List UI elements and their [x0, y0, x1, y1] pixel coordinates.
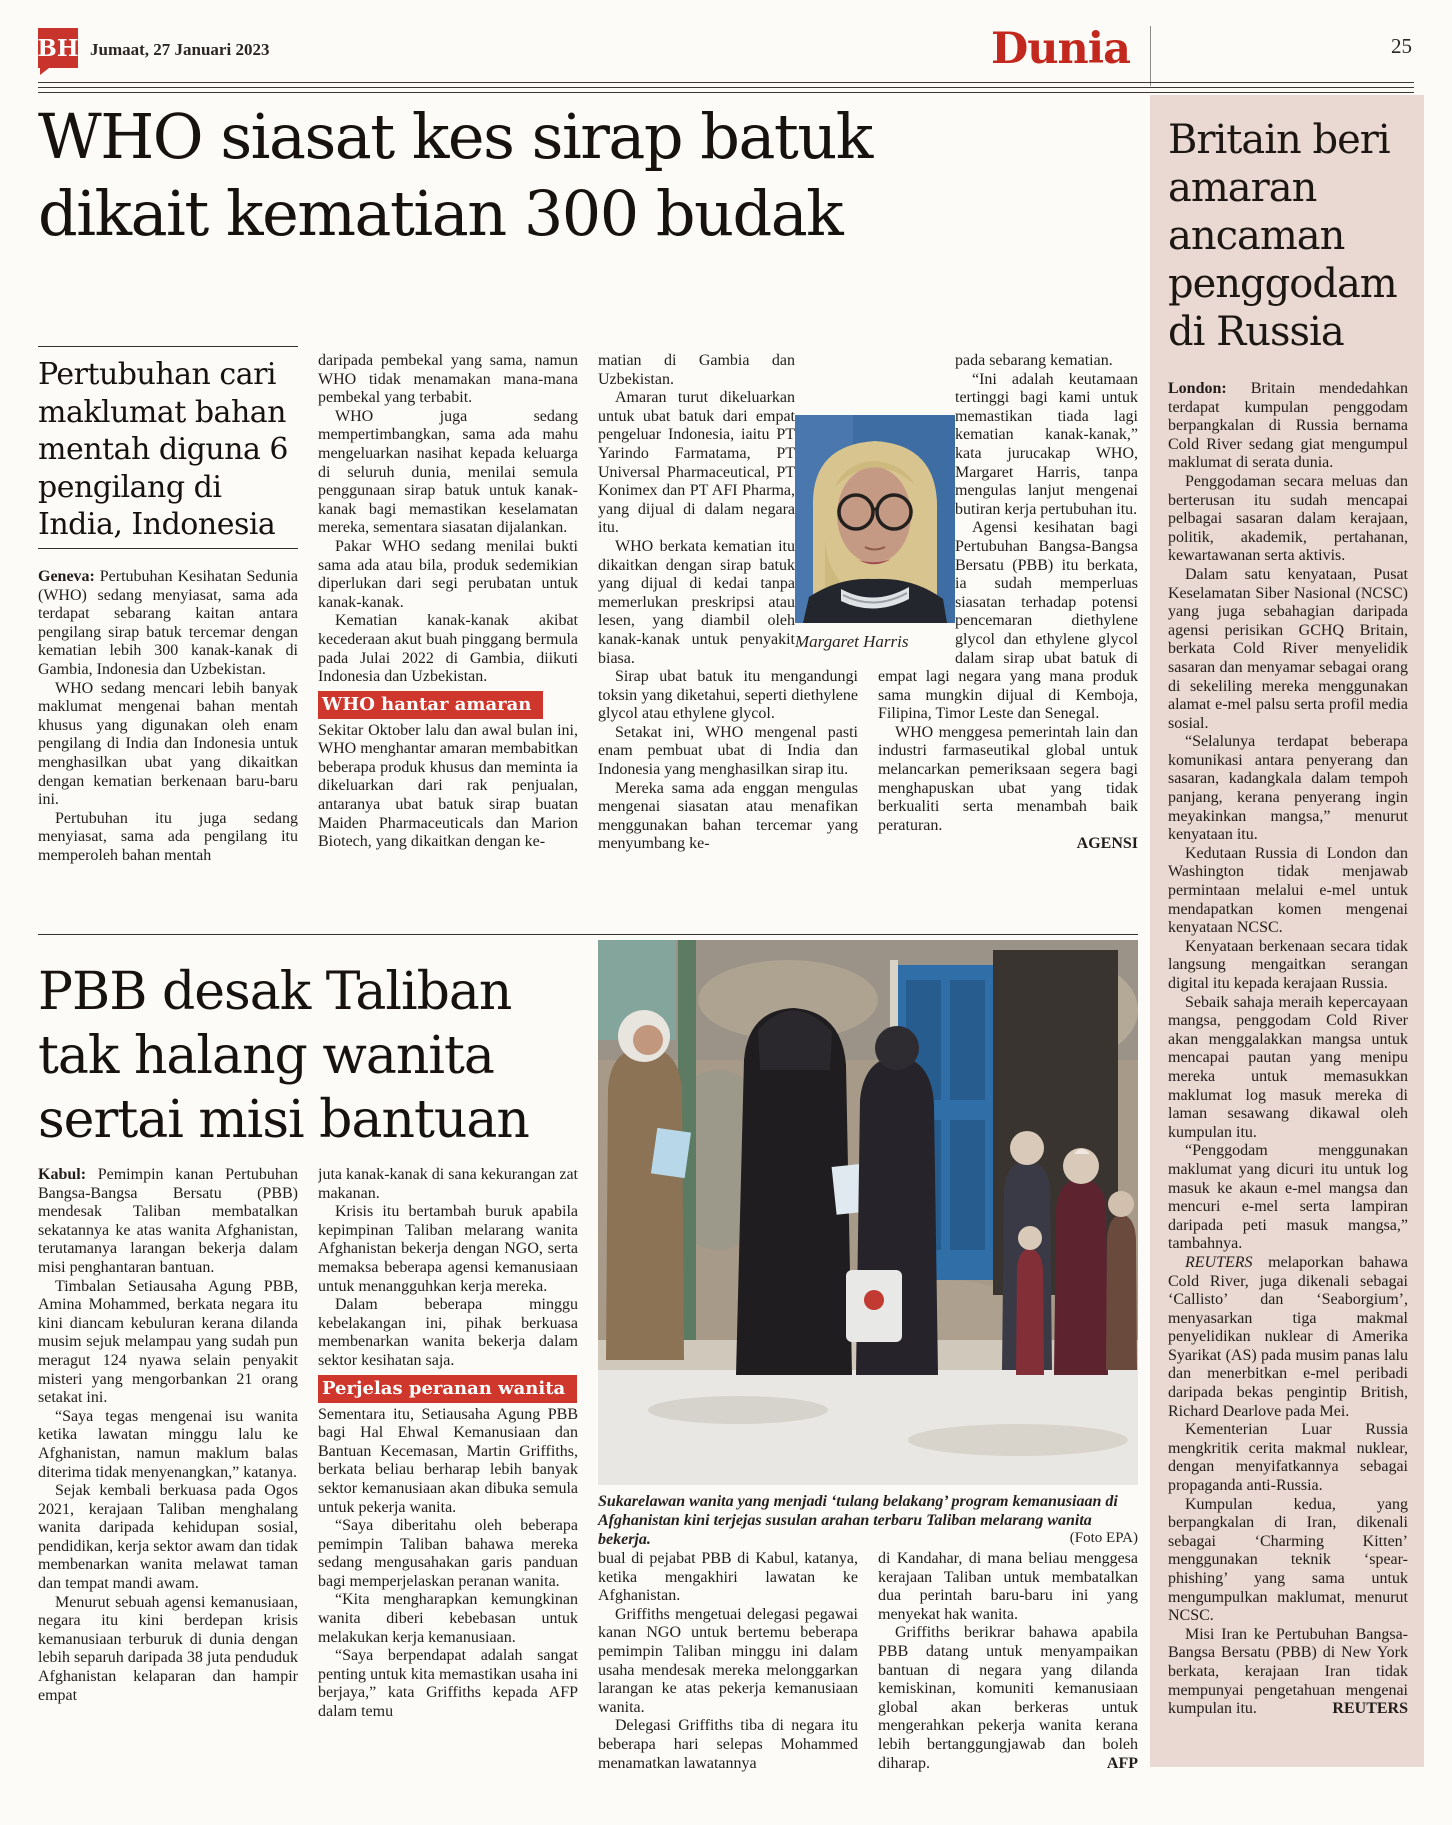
agency-signoff: AGENSI	[1076, 835, 1138, 853]
paragraph: “Saya tegas mengenai isu wanita ketika lawatan minggu lalu ke Afghanistan, namun maklum balas diterima tidak menyenangkan,” katanya.	[38, 1407, 298, 1481]
headline-line: penggodam	[1168, 261, 1397, 307]
headline-line: Britain beri	[1168, 117, 1390, 163]
paragraph: Sebaik sahaja meraih kepercayaan mangsa, penggodam Cold River akan menggalakkan mangsa untuk mencapai pautan yang menipu mereka untuk memasukkan maklumat log masuk mereka di laman sesawang dikawal oleh kumpulan itu.	[1168, 993, 1408, 1141]
article2-col2	[318, 1166, 578, 1811]
paragraph: REUTERS melaporkan bahawa Cold River, juga dikenali sebagai ‘Callisto’ dan ‘Seaborgium’, menyasarkan tiga makmal penyelidikan nuklear di Amerika Syarikat (AS) pada musim panas lalu dan menerbitkan e-mel peribadi daripada bekas pengintip British, Richard Dearlove pada Mei.	[1168, 1253, 1408, 1420]
paragraph: juta kanak-kanak di sana kekurangan zat makanan.	[318, 1166, 578, 1202]
headline-line: amaran	[1168, 165, 1317, 211]
afghan-women-photo	[598, 940, 1138, 1485]
paragraph: WHO juga sedang mempertimbangkan, sama ada mahu mengeluarkan nasihat kepada keluarga di seluruh dunia, menilai semula penggunaan sirap batuk untuk kanak-kanak bagi memastikan keselamatan mereka, sementara siasatan dijalankan.	[318, 407, 578, 537]
article1-col1	[38, 568, 298, 908]
paragraph: “Kita mengharapkan kemungkinan wanita diberi kebebasan untuk melakukan kerja kemanusiaan.	[318, 1591, 578, 1646]
paragraph: daripada pembekal yang sama, namun WHO tidak menamakan mana-mana pembekal yang terbabit.	[318, 352, 578, 407]
article2-col1	[38, 1166, 298, 1811]
dateline: Kabul:	[38, 1166, 87, 1183]
paragraph: Sejak kembali berkuasa pada Ogos 2021, kerajaan Taliban menghalang wanita daripada kehidupan sosial, pendidikan, kerja sektor awam dan tidak membenarkan wanita melawat taman dan tempat mandi awam.	[38, 1482, 298, 1593]
paragraph: Misi Iran ke Pertubuhan Bangsa-Bangsa Bersatu (PBB) di New York berkata, kerajaan Iran tidak mempunyai pengetahuan mengenai kumpulan itu. REUTERS	[1168, 1625, 1408, 1718]
headline-line: PBB desak Taliban	[38, 962, 512, 1022]
paragraph: Kematian kanak-kanak akibat kecederaan akut buah pinggang bermula pada Julai 2022 di Gambia, diikuti Indonesia dan Uzbekistan.	[318, 612, 578, 686]
paragraph: di Kandahar, di mana beliau menggesa kerajaan Taliban untuk membatalkan dua perintah baru-baru ini yang menyekat hak wanita.	[878, 1550, 1138, 1623]
bh-logo: BH	[38, 28, 78, 68]
afghan-photo-credit: (Foto EPA)	[1069, 1530, 1138, 1546]
article-separator-rule	[38, 934, 1138, 935]
sidebar-headline	[1168, 116, 1412, 356]
paragraph: Mereka sama ada enggan mengulas mengenai siasatan atau menafikan menggunakan bahan tercemar yang menyumbang ke-	[598, 779, 858, 853]
afghan-photo-caption: Sukarelawan wanita yang menjadi ‘tulang belakang’ program kemanusiaan di Afghanistan kini terjejas susulan arahan terbaru Taliban melarang wanita bekerja.	[598, 1493, 1118, 1548]
paragraph: Setakat ini, WHO mengenal pasti enam pembuat ubat di India dan Indonesia yang menghasilkan sirap itu.	[598, 723, 858, 779]
paragraph: pada sebarang kematian.	[955, 352, 1113, 369]
paragraph: Agensi kesihatan bagi Pertubuhan Bangsa-Bangsa Bersatu (PBB) itu berkata, ia sudah memperluas siasatan terhadap potensi pencemaran diethylene glycol dan ethylene glycol dalam sirap ubat batuk di empat lagi negara yang mana produk sama mungkin dijual di Kemboja, Filipina, Timor Leste dan Senegal.	[878, 519, 1138, 723]
paragraph: Kabul: Pemimpin kanan Pertubuhan Bangsa-Bangsa Bersatu (PBB) mendesak Taliban membatalkan sekatannya ke atas wanita Afghanistan, terutamanya larangan bekerja dalam misi penghantaran bantuan.	[38, 1166, 298, 1276]
sidebar-body	[1168, 380, 1408, 1752]
bh-logo-tail	[40, 68, 49, 75]
paragraph: Pakar WHO sedang menilai bukti sama ada atau bila, produk sedemikian diperlukan dari segi perubatan untuk kanak-kanak.	[318, 537, 578, 611]
paragraph: Amaran turut dikeluarkan untuk ubat batuk dari empat pengeluar Indonesia, iaitu PT Yarindo Farmatama, PT Universal Pharmaceutical, PT Konimex dan PT AFI Pharma, yang dijual di dalam negara itu.	[598, 389, 795, 537]
paragraph: WHO menggesa pemerintah lain dan industri farmaseutikal global untuk melancarkan pemeriksaan segera bagi menghapuskan ubat yang tidak berkualiti serta menambah baik peraturan.	[878, 723, 1138, 834]
paragraph: London: Britain mendedahkan terdapat kumpulan penggodam berpangkalan di Russia bernama Cold River sedang giat mengumpul maklumat di serata dunia.	[1168, 380, 1408, 472]
standfirst-rule-top	[38, 346, 298, 347]
dateline: Geneva:	[38, 568, 95, 585]
paragraph: Sementara itu, Setiausaha Agung PBB bagi Hal Ehwal Kemanusiaan dan Bantuan Kecemasan, Martin Griffiths, berkata beliau berharap lebih banyak sektor kemanusiaan akan dibuka semula untuk pekerja wanita.	[318, 1405, 578, 1516]
paragraph: Krisis itu bertambah buruk apabila kepimpinan Taliban melarang wanita Afghanistan bekerja dengan NGO, serta memaksa beberapa agensi kemanusiaan untuk menangguhkan kerja mereka.	[318, 1203, 578, 1295]
paragraph: Delegasi Griffiths tiba di negara itu beberapa hari selepas Mohammed menamatkan lawatannya	[598, 1717, 858, 1772]
subhead-who-hantar-amaran: WHO hantar amaran	[318, 691, 543, 719]
headline-line: dikait kematian 300 budak	[38, 177, 843, 250]
headline-line: WHO siasat kes sirap batuk	[38, 100, 872, 173]
paragraph: Griffiths mengetuai delegasi pegawai kanan NGO untuk bertemu beberapa pemimpin Taliban minggu ini dalam usaha mendesak mereka melonggarkan larangan ke atas pekerja kemanusiaan wanita.	[598, 1605, 858, 1716]
paragraph: “Selalunya terdapat beberapa komunikasi antara penyerang dan sasaran, kadangkala dalam tempoh panjang, kerana penyerang ingin meyakinkan mangsa,” menurut kenyataan itu.	[1168, 733, 1408, 844]
article1-standfirst: Pertubuhan cari maklumat bahan mentah diguna 6 pengilang di India, Indonesia	[38, 357, 288, 542]
headline-line: ancaman	[1168, 213, 1345, 259]
paragraph: “Penggodam menggunakan maklumat yang dicuri itu untuk log masuk ke akaun e-mel mangsa dan mencuri e-mel serta lampiran daripada peti masuk mangsa,” tambahnya.	[1168, 1142, 1408, 1253]
header-divider	[1150, 26, 1151, 86]
article1-col2	[318, 352, 578, 917]
header-rule	[38, 82, 1414, 93]
paragraph: WHO berkata kematian itu dikaitkan dengan sirap batuk yang dijual di kedai tanpa memerlukan preskripsi atau lesen, yang diambil oleh kanak-kanak untuk penyakit biasa.	[598, 537, 795, 667]
paragraph: Sirap ubat batuk itu mengandungi toksin yang diketahui, seperti diethylene glycol atau ethylene glycol.	[598, 668, 858, 723]
paragraph: bual di pejabat PBB di Kabul, katanya, ketika mengakhiri lawatan ke Afghanistan.	[598, 1550, 858, 1605]
headline-line: tak halang wanita	[38, 1026, 494, 1086]
paragraph: Griffiths berikrar bahawa apabila PBB datang untuk menyampaikan bantuan di negara yang dilanda kemiskinan, komuniti kemanusiaan global akan berkeras untuk mengerahkan pekerja wanita kerana lebih bertanggungjawab dan boleh diharap. AFP	[878, 1624, 1138, 1772]
paragraph: Sekitar Oktober lalu dan awal bulan ini, WHO menghantar amaran membabitkan beberapa produk khusus dan meminta ia dikeluarkan dari rak penjualan, antaranya ubat batuk sirap buatan Maiden Pharmaceuticals dan Marion Biotech, yang dikaitkan dengan ke-	[318, 721, 578, 851]
paragraph: Kementerian Luar Russia mengkritik cerita makmal nuklear, dengan menyifatkannya sebagai propaganda anti-Russia.	[1168, 1421, 1408, 1495]
dateline: London:	[1168, 380, 1227, 397]
standfirst-rule-bottom	[38, 548, 298, 549]
paragraph: “Saya berpendapat adalah sangat penting untuk kita memastikan usaha ini berjaya,” kata Griffiths kepada AFP dalam temu	[318, 1647, 578, 1721]
article2-col4	[878, 1550, 1138, 1805]
paragraph: Pertubuhan itu juga sedang menyiasat, sama ada pengilang itu memperoleh bahan mentah	[38, 809, 298, 864]
paragraph: Kedutaan Russia di London dan Washington tidak menjawab permintaan melalui e-mel untuk mendapatkan komen mengenai kenyataan NCSC.	[1168, 844, 1408, 937]
paragraph: Geneva: Pertubuhan Kesihatan Sedunia (WHO) sedang menyiasat, sama ada terdapat sebarang kaitan antara pengilang sirap batuk tercemar dengan kematian lebih 300 kanak-kanak di Gambia, Indonesia dan Uzbekistan.	[38, 568, 298, 678]
agency-signoff: REUTERS	[1332, 1700, 1408, 1718]
paragraph: Dalam beberapa minggu kebelakangan ini, pihak berkuasa membenarkan wanita bekerja dalam sektor kesihatan saja.	[318, 1296, 578, 1369]
article2-col3	[598, 1550, 858, 1805]
paragraph: matian di Gambia dan Uzbekistan.	[598, 352, 795, 388]
article2-headline	[38, 960, 598, 1152]
margaret-harris-photo	[795, 415, 955, 623]
headline-line: di Russia	[1168, 309, 1344, 355]
paragraph: WHO sedang mencari lebih banyak maklumat mengenai bahan mentah khusus yang digunakan oleh enam pengilang di India dan Indonesia untuk menghasilkan ubat yang dikaitkan dengan kematian berkenaan baru-baru ini.	[38, 679, 298, 809]
paragraph: Timbalan Setiausaha Agung PBB, Amina Mohammed, berkata negara itu kini diancam kebuluran kerana dilanda musim sejuk melampau yang sudah pun meragut 124 nyawa selain penyakit misteri yang mengorbankan 21 orang setakat ini.	[38, 1277, 298, 1407]
section-title: Dunia	[990, 24, 1130, 74]
subhead-perjelas-peranan-wanita: Perjelas peranan wanita	[318, 1375, 577, 1403]
margaret-harris-caption: Margaret Harris	[795, 632, 909, 651]
article1-headline	[38, 98, 998, 252]
paragraph: “Ini adalah keutamaan tertinggi bagi kami untuk memastikan tiada lagi kematian kanak-kanak,” kata jurucakap WHO, Margaret Harris, tanpa mengulas lanjut mengenai butiran kerja pertubuhan itu.	[955, 370, 1138, 518]
paragraph: Dalam satu kenyataan, Pusat Keselamatan Siber Nasional (NCSC) yang juga sebahagian daripada agensi perisikan GCHQ Britain, berkata Cold River menyelidik sasaran dan menyamar sebagai orang di sekeliling mereka menggunakan alamat e-mel palsu serta profil media sosial.	[1168, 565, 1408, 732]
paragraph: Kenyataan berkenaan secara tidak langsung mengaitkan serangan digital itu kepada kerajaan Russia.	[1168, 937, 1408, 992]
paragraph: Kumpulan kedua, yang berpangkalan di Iran, dikenali sebagai ‘Charming Kitten’ menggunakan teknik ‘spear-phishing’ yang sama untuk mengumpulkan maklumat, menurut NCSC.	[1168, 1495, 1408, 1625]
agency-signoff: AFP	[1106, 1754, 1138, 1772]
agency-name: REUTERS	[1185, 1253, 1253, 1271]
headline-line: sertai misi bantuan	[38, 1090, 529, 1150]
paragraph: Penggodaman secara meluas dan berterusan itu sudah mencapai pelbagai sasaran dalam kerajaan, politik, akademik, pertahanan, kewartawanan serta aktivis.	[1168, 472, 1408, 565]
paragraph: “Saya diberitahu oleh beberapa pemimpin Taliban bahawa mereka sedang mengusahakan garis panduan bagi memperjelaskan peranan wanita.	[318, 1517, 578, 1590]
page-number: 25	[1391, 34, 1412, 58]
edition-date: Jumaat, 27 Januari 2023	[90, 40, 270, 59]
paragraph: Menurut sebuah agensi kemanusiaan, negara itu kini berdepan krisis kemanusiaan terburuk di dunia dengan lebih separuh daripada 38 juta penduduk Afghanistan kelaparan dan hampir empat	[38, 1593, 298, 1704]
